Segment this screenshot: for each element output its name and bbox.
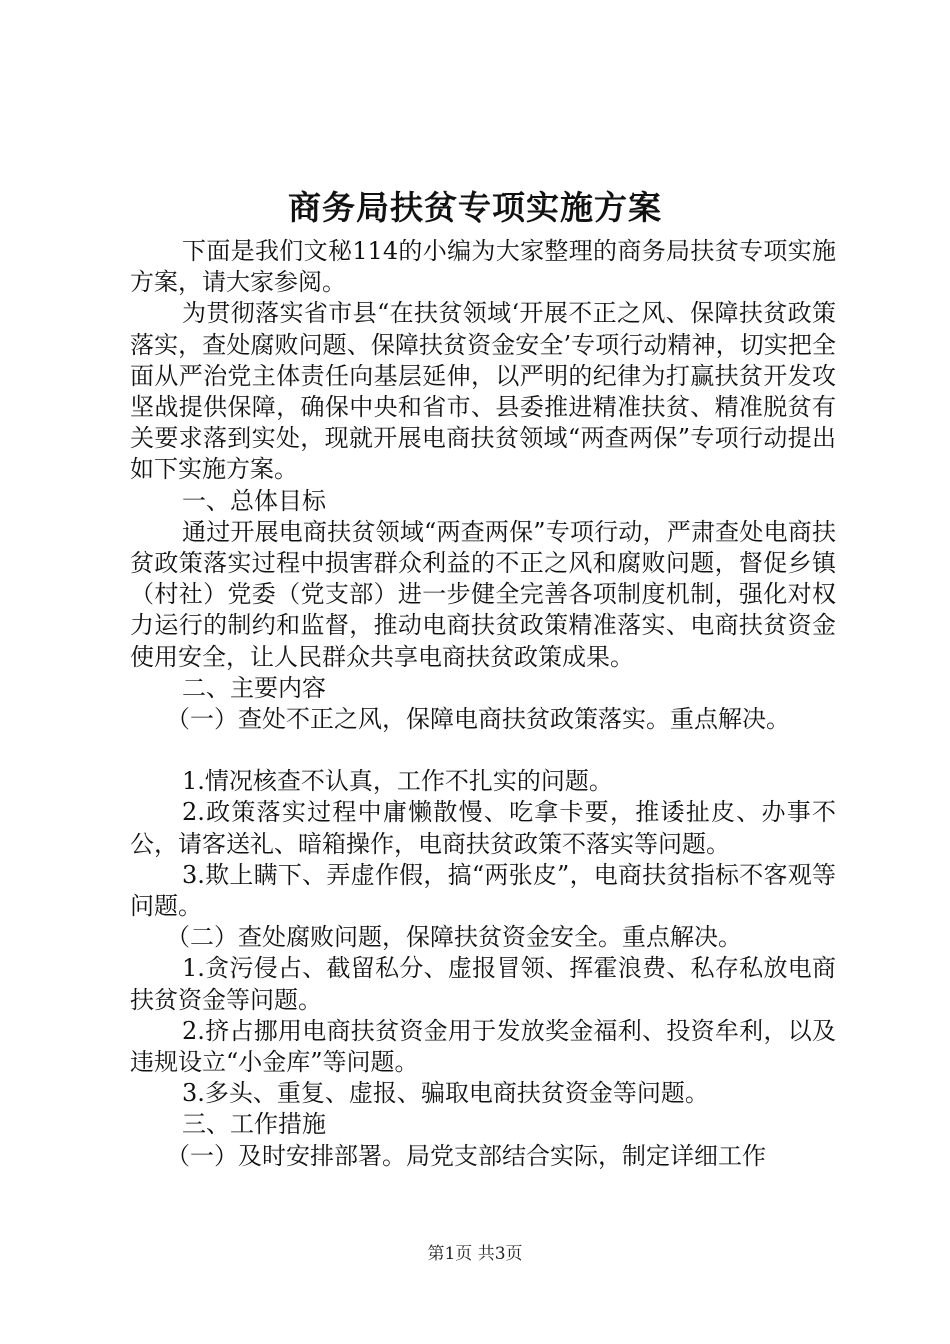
document-body bbox=[130, 236, 836, 1172]
subsection-heading-3-1: （一）及时安排部署。局党支部结合实际，制定详细工作 bbox=[166, 1141, 766, 1170]
document-title: 商务局扶贫专项实施方案 bbox=[288, 188, 662, 227]
list-item: 1.情况核查不认真，工作不扎实的问题。 bbox=[182, 767, 613, 796]
list-item: 1.贪污侵占、截留私分、虚报冒领、挥霍浪费、私存私放电商扶贫资金等问题。 bbox=[130, 954, 836, 1014]
list-item: 3.欺上瞒下、弄虚作假，搞“两张皮”，电商扶贫指标不客观等问题。 bbox=[130, 860, 836, 921]
section-heading-2: 二、主要内容 bbox=[182, 673, 326, 702]
section-heading-1: 一、总体目标 bbox=[182, 486, 326, 515]
page-footer: 第1页 共3页 bbox=[427, 1244, 523, 1264]
subsection-heading-2-1: （一）查处不正之风，保障电商扶贫政策落实。重点解决。 bbox=[166, 705, 790, 734]
list-item: 2.政策落实过程中庸懒散慢、吃拿卡要，推诿扯皮、办事不公，请客送礼、暗箱操作，电商扶贫政策不落实等问题。 bbox=[130, 798, 836, 858]
list-item: 2.挤占挪用电商扶贫资金用于发放奖金福利、投资牟利，以及违规设立“小金库”等问题。 bbox=[130, 1016, 836, 1077]
paragraph-background: 为贯彻落实省市县“在扶贫领域‘开展不正之风、保障扶贫政策落实，查处腐败问题、保障扶贫资金安全’专项行动精神，切实把全面从严治党主体责任向基层延伸，以严明的纪律为打赢扶贫开发攻坚战提供保障，确保中央和省市、县委推进精准扶贫、精准脱贫有关要求落到实处，现就开展电商扶贫领域“两查两保”专项行动提出如下实施方案。 bbox=[130, 299, 836, 484]
paragraph-goal: 通过开展电商扶贫领域“两查两保”专项行动，严肃查处电商扶贫政策落实过程中损害群众利益的不正之风和腐败问题，督促乡镇（村社）党委（党支部）进一步健全完善各项制度机制，强化对权力运行的制约和监督，推动电商扶贫政策精准落实、电商扶贫资金使用安全，让人民群众共享电商扶贫政策成果。 bbox=[130, 517, 836, 671]
list-item: 3.多头、重复、虚报、骗取电商扶贫资金等问题。 bbox=[182, 1079, 709, 1108]
subsection-heading-2-2: （二）查处腐败问题，保障扶贫资金安全。重点解决。 bbox=[166, 923, 742, 952]
section-heading-3: 三、工作措施 bbox=[182, 1110, 326, 1139]
paragraph-gap bbox=[130, 735, 836, 766]
paragraph-intro: 下面是我们文秘114的小编为大家整理的商务局扶贫专项实施方案，请大家参阅。 bbox=[130, 237, 836, 297]
